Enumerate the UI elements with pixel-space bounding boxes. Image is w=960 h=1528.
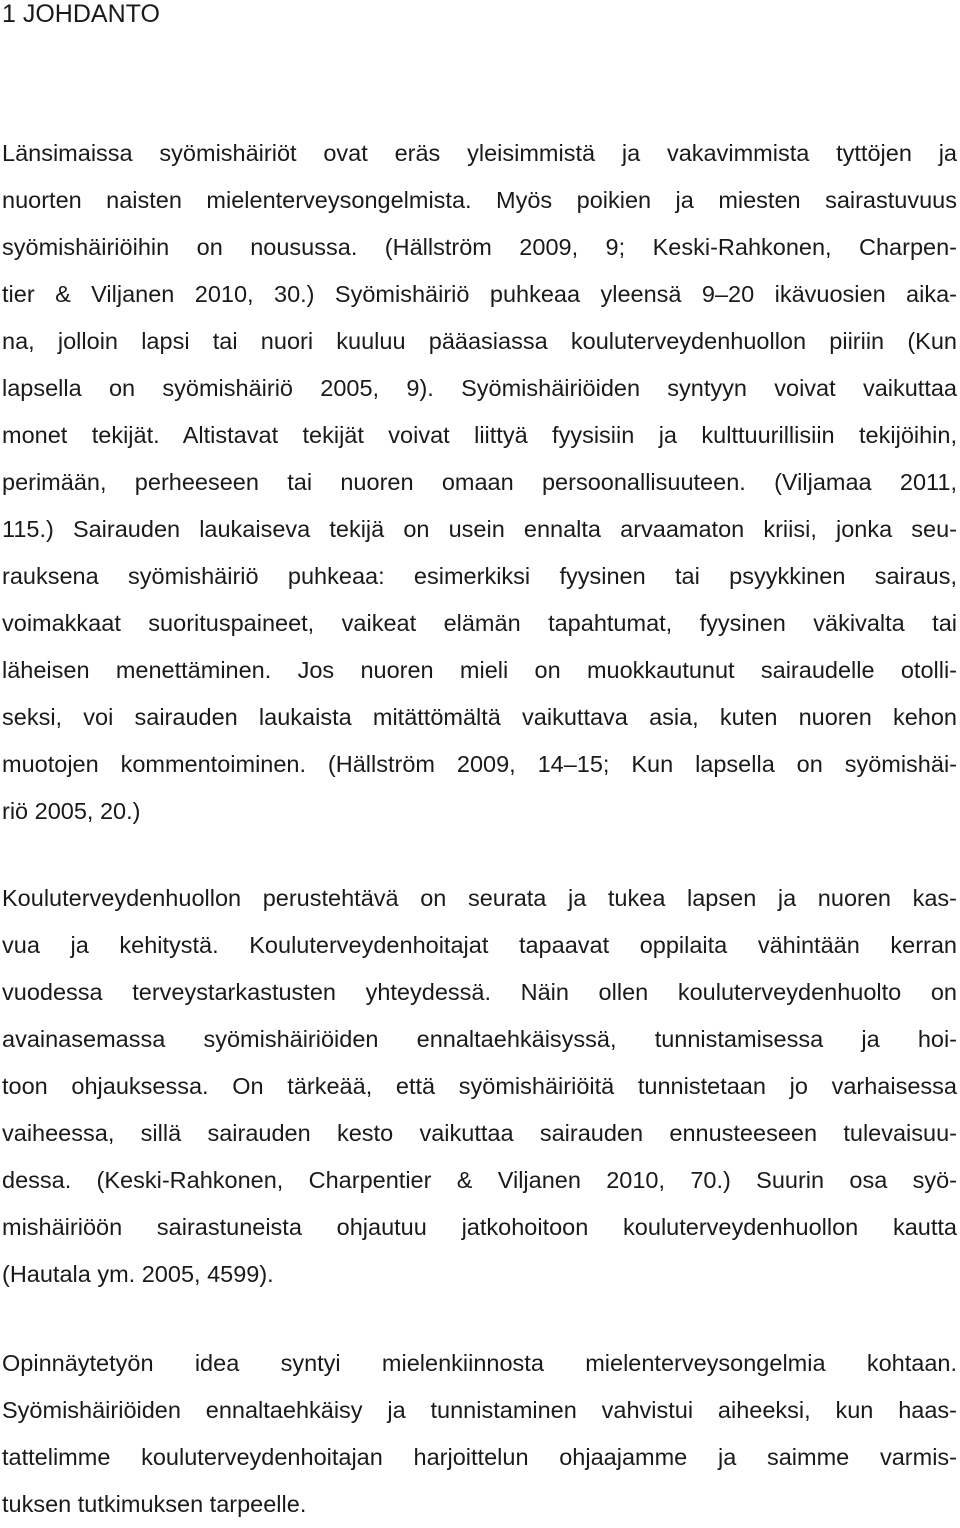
text-line: vaiheessa, sillä sairauden kesto vaikuttaa sairauden ennusteeseen tulevaisuu- xyxy=(2,1120,957,1146)
text-line: vuodessa terveystarkastusten yhteydessä. Näin ollen kouluterveydenhuolto on xyxy=(2,979,957,1005)
text-line: toon ohjauksessa. On tärkeää, että syömishäiriöitä tunnistetaan jo varhaisessa xyxy=(2,1073,957,1099)
text-line: Länsimaissa syömishäiriöt ovat eräs yleisimmistä ja vakavimmista tyttöjen ja xyxy=(2,140,957,166)
paragraph-3 xyxy=(2,1340,957,1528)
text-line: nuorten naisten mielenterveysongelmista. Myös poikien ja miesten sairastuvuus xyxy=(2,187,957,213)
text-line: vua ja kehitystä. Kouluterveydenhoitajat tapaavat oppilaita vähintään kerran xyxy=(2,932,957,958)
text-line: avainasemassa syömishäiriöiden ennaltaehkäisyssä, tunnistamisessa ja hoi- xyxy=(2,1026,957,1052)
text-line: seksi, voi sairauden laukaista mitättömältä vaikuttava asia, kuten nuoren kehon xyxy=(2,704,957,730)
text-line: dessa. (Keski-Rahkonen, Charpentier & Viljanen 2010, 70.) Suurin osa syö- xyxy=(2,1167,957,1193)
text-line: na, jolloin lapsi tai nuori kuuluu pääasiassa kouluterveydenhuollon piiriin (Kun xyxy=(2,328,957,354)
text-line: Syömishäiriöiden ennaltaehkäisy ja tunnistaminen vahvistui aiheeksi, kun haas- xyxy=(2,1397,957,1423)
paragraph-2 xyxy=(2,875,957,1298)
text-line: riö 2005, 20.) xyxy=(2,798,141,824)
text-line: Kouluterveydenhuollon perustehtävä on seurata ja tukea lapsen ja nuoren kas- xyxy=(2,885,957,911)
text-line: tuksen tutkimuksen tarpeelle. xyxy=(2,1491,307,1517)
text-line: mishäiriöön sairastuneista ohjautuu jatkohoitoon kouluterveydenhuollon kautta xyxy=(2,1214,957,1240)
text-line: lapsella on syömishäiriö 2005, 9). Syömishäiriöiden syntyyn voivat vaikuttaa xyxy=(2,375,957,401)
text-line: rauksena syömishäiriö puhkeaa: esimerkiksi fyysinen tai psyykkinen sairaus, xyxy=(2,563,957,589)
text-line: muotojen kommentoiminen. (Hällström 2009, 14–15; Kun lapsella on syömishäi- xyxy=(2,751,957,777)
chapter-heading: 1 JOHDANTO xyxy=(2,0,160,28)
text-line: monet tekijät. Altistavat tekijät voivat liittyä fyysisiin ja kulttuurillisiin tekijöihin, xyxy=(2,422,957,448)
text-line: Opinnäytetyön idea syntyi mielenkiinnosta mielenterveysongelmia kohtaan. xyxy=(2,1350,957,1376)
paragraph-1 xyxy=(2,130,957,835)
text-line: syömishäiriöihin on nousussa. (Hällström 2009, 9; Keski-Rahkonen, Charpen- xyxy=(2,234,957,260)
text-line: läheisen menettäminen. Jos nuoren mieli on muokkautunut sairaudelle otolli- xyxy=(2,657,957,683)
text-line: voimakkaat suorituspaineet, vaikeat elämän tapahtumat, fyysinen väkivalta tai xyxy=(2,610,957,636)
text-line: (Hautala ym. 2005, 4599). xyxy=(2,1261,274,1287)
text-line: tier & Viljanen 2010, 30.) Syömishäiriö puhkeaa yleensä 9–20 ikävuosien aika- xyxy=(2,281,957,307)
text-line: 115.) Sairauden laukaiseva tekijä on usein ennalta arvaamaton kriisi, jonka seu- xyxy=(2,516,957,542)
text-line: perimään, perheeseen tai nuoren omaan persoonallisuuteen. (Viljamaa 2011, xyxy=(2,469,957,495)
text-line: tattelimme kouluterveydenhoitajan harjoittelun ohjaajamme ja saimme varmis- xyxy=(2,1444,957,1470)
